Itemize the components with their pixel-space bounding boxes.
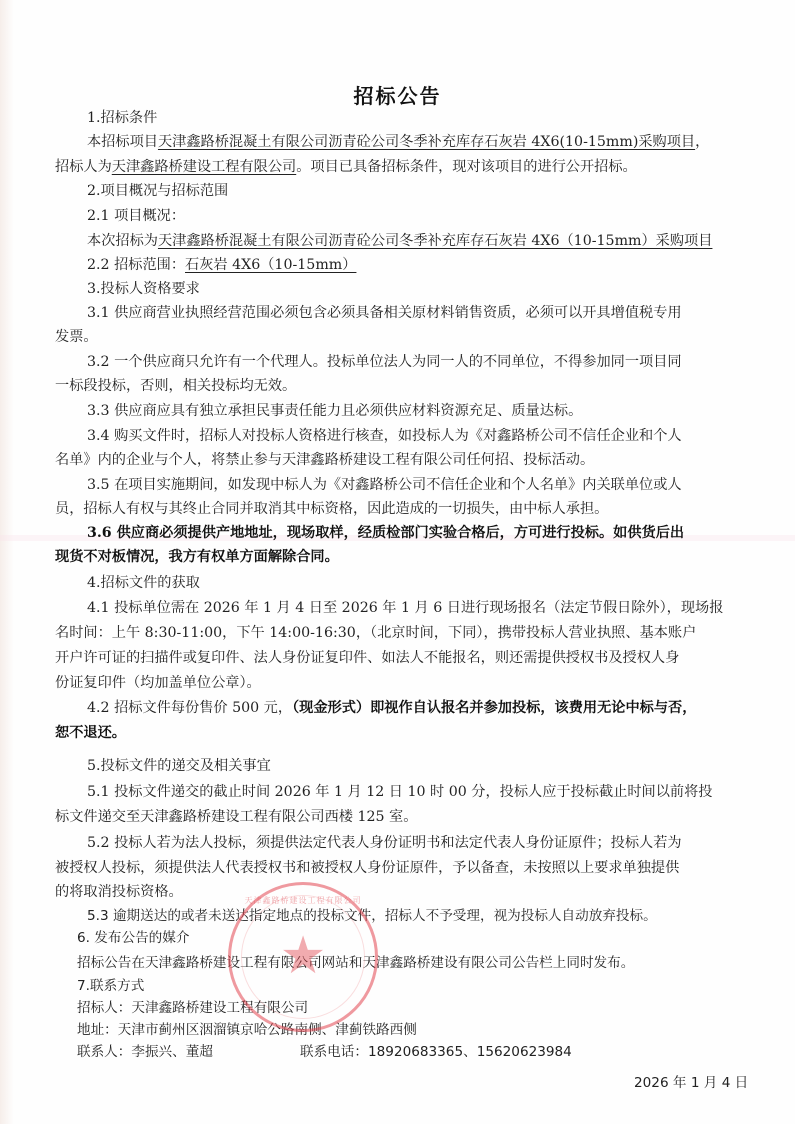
scan-edge-shadow (0, 0, 14, 1124)
item-4-1-line-4: 份证复印件（均加盖单位公章）。 (55, 675, 261, 691)
seal-text: 天津鑫路桥建设工程有限公司 (244, 896, 362, 905)
section-1-paragraph-line-1 (87, 131, 767, 153)
document-title: 招标公告 (353, 84, 442, 108)
item-4-1-line-3: 开户许可证的扫描件或复印件、法人身份证复印件、如法人不能报名，则还需提供授权书及授权人身 (55, 650, 680, 666)
contact-address: 地址：天津市蓟州区洇溜镇京哈公路南侧、津蓟铁路西侧 (77, 1022, 417, 1038)
section-2-1-text (87, 230, 767, 252)
item-5-2-line-3: 的将取消投标资格。 (55, 884, 183, 900)
text: 4.2 招标文件每份售价 500 元， (87, 700, 293, 716)
contact-phone: 联系电话：18920683365、15620623984 (300, 1044, 572, 1060)
req-3-4-line-1: 3.4 购买文件时，招标人对投标人资格进行核查，如投标人为《对鑫路桥公司不信任企业和个人 (87, 428, 682, 444)
req-3-1-line-1: 3.1 供应商营业执照经营范围必须包含必须具备相关原材料销售资质，必须可以开具增值税专用 (87, 305, 682, 321)
text: 本次招标为 (87, 233, 158, 249)
req-3-6-line-2: 现货不对板情况，我方有权单方面解除合同。 (55, 549, 339, 565)
req-3-6-line-1: 3.6 供应商必须提供产地地址，现场取样，经质检部门实验合格后，方可进行投标。如供货后出 (87, 525, 685, 541)
item-4-2-line-1 (87, 697, 767, 719)
text: 2.2 招标范围： (87, 257, 186, 273)
req-3-2-line-2: 一标段投标，否则，相关投标均无效。 (55, 378, 297, 394)
req-3-2-line-1: 3.2 一个供应商只允许有一个代理人。投标单位法人为同一人的不同单位，不得参加同一项目同 (87, 354, 682, 370)
item-5-2-line-1: 5.2 投标人若为法人投标，须提供法定代表人身份证明书和法定代表人身份证原件；投标人若为 (87, 835, 682, 851)
item-4-1-line-1: 4.1 投标单位需在 2026 年 1 月 4 日至 2026 年 1 月 6 日进行现场报名（法定节假日除外），现场报 (87, 600, 724, 616)
project-name: 天津鑫路桥混凝土有限公司沥青砼公司冬季补充库存石灰岩 4X6(10-15mm)采购项目 (157, 134, 696, 150)
section-6-text: 招标公告在天津鑫路桥建设工程有限公司网站和天津鑫路桥建设有限公司公告栏上同时发布。 (77, 955, 635, 971)
text: ， (695, 134, 710, 150)
section-3-heading: 3.投标人资格要求 (87, 281, 200, 297)
section-1-paragraph-line-2 (55, 156, 767, 178)
text: 。项目已具备招标条件，现对该项目的进行公开招标。 (296, 159, 637, 175)
bold-text: （现金形式）即视作自认报名并参加投标，该费用无论中标与否， (292, 700, 697, 716)
project-name: 天津鑫路桥混凝土有限公司沥青砼公司冬季补充库存石灰岩 4X6（10-15mm）采购项目 (157, 233, 713, 249)
req-3-5-line-1: 3.5 在项目实施期间，如发现中标人为《对鑫路桥公司不信任企业和个人名单》内关联单位或人 (87, 477, 682, 493)
section-1-heading: 1.招标条件 (87, 110, 158, 126)
text: 本招标项目 (87, 134, 158, 150)
issue-date: 2026 年 1 月 4 日 (634, 1075, 749, 1091)
item-5-2-line-2: 被授权人投标，须提供法人代表授权书和被授权人身份证原件，予以备查，未按照以上要求单独提供 (55, 860, 680, 876)
section-2-heading: 2.项目概况与招标范围 (87, 183, 229, 199)
section-5-heading: 5.投标文件的递交及相关事宜 (87, 758, 271, 774)
item-5-3: 5.3 逾期送达的或者未送达指定地点的投标文件，招标人不予受理，视为投标人自动放弃投标。 (87, 908, 657, 924)
tenderer-name: 天津鑫路桥建设工程有限公司 (111, 159, 297, 175)
req-3-3: 3.3 供应商应具有独立承担民事责任能力且必须供应材料资源充足、质量达标。 (87, 403, 583, 419)
text: 招标人为 (55, 159, 112, 175)
section-2-2-scope (87, 254, 767, 276)
section-2-1-label: 2.1 项目概况： (87, 208, 186, 224)
contact-tenderer: 招标人：天津鑫路桥建设工程有限公司 (77, 1000, 309, 1016)
item-5-1-line-2: 标文件递交至天津鑫路桥建设工程有限公司西楼 125 室。 (55, 809, 418, 825)
item-4-2-line-2: 恕不退还。 (55, 725, 126, 741)
scope-value: 石灰岩 4X6（10-15mm） (185, 257, 357, 273)
item-5-1-line-1: 5.1 投标文件递交的截止时间 2026 年 1 月 12 日 10 时 00 分，投标人应于投标截止时间以前将投 (87, 784, 713, 800)
req-3-5-line-2: 员，招标人有权与其终止合同并取消其中标资格，因此造成的一切损失，由中标人承担。 (55, 501, 609, 517)
req-3-1-line-2: 发票。 (55, 329, 98, 345)
star-icon: ★ (279, 925, 327, 986)
item-4-1-line-2: 名时间：上午 8:30-11:00，下午 14:00-16:30，（北京时间，下同），携带投标人营业执照、基本账户 (55, 625, 697, 641)
section-7-heading: 7.联系方式 (77, 978, 145, 994)
section-4-heading: 4.招标文件的获取 (87, 575, 200, 591)
contact-people: 联系人：李振兴、董超 (77, 1044, 213, 1060)
req-3-4-line-2: 名单》内的企业与个人，将禁止参与天津鑫路桥建设工程有限公司任何招、投标活动。 (55, 452, 595, 468)
section-6-heading: 6. 发布公告的媒介 (77, 930, 190, 946)
